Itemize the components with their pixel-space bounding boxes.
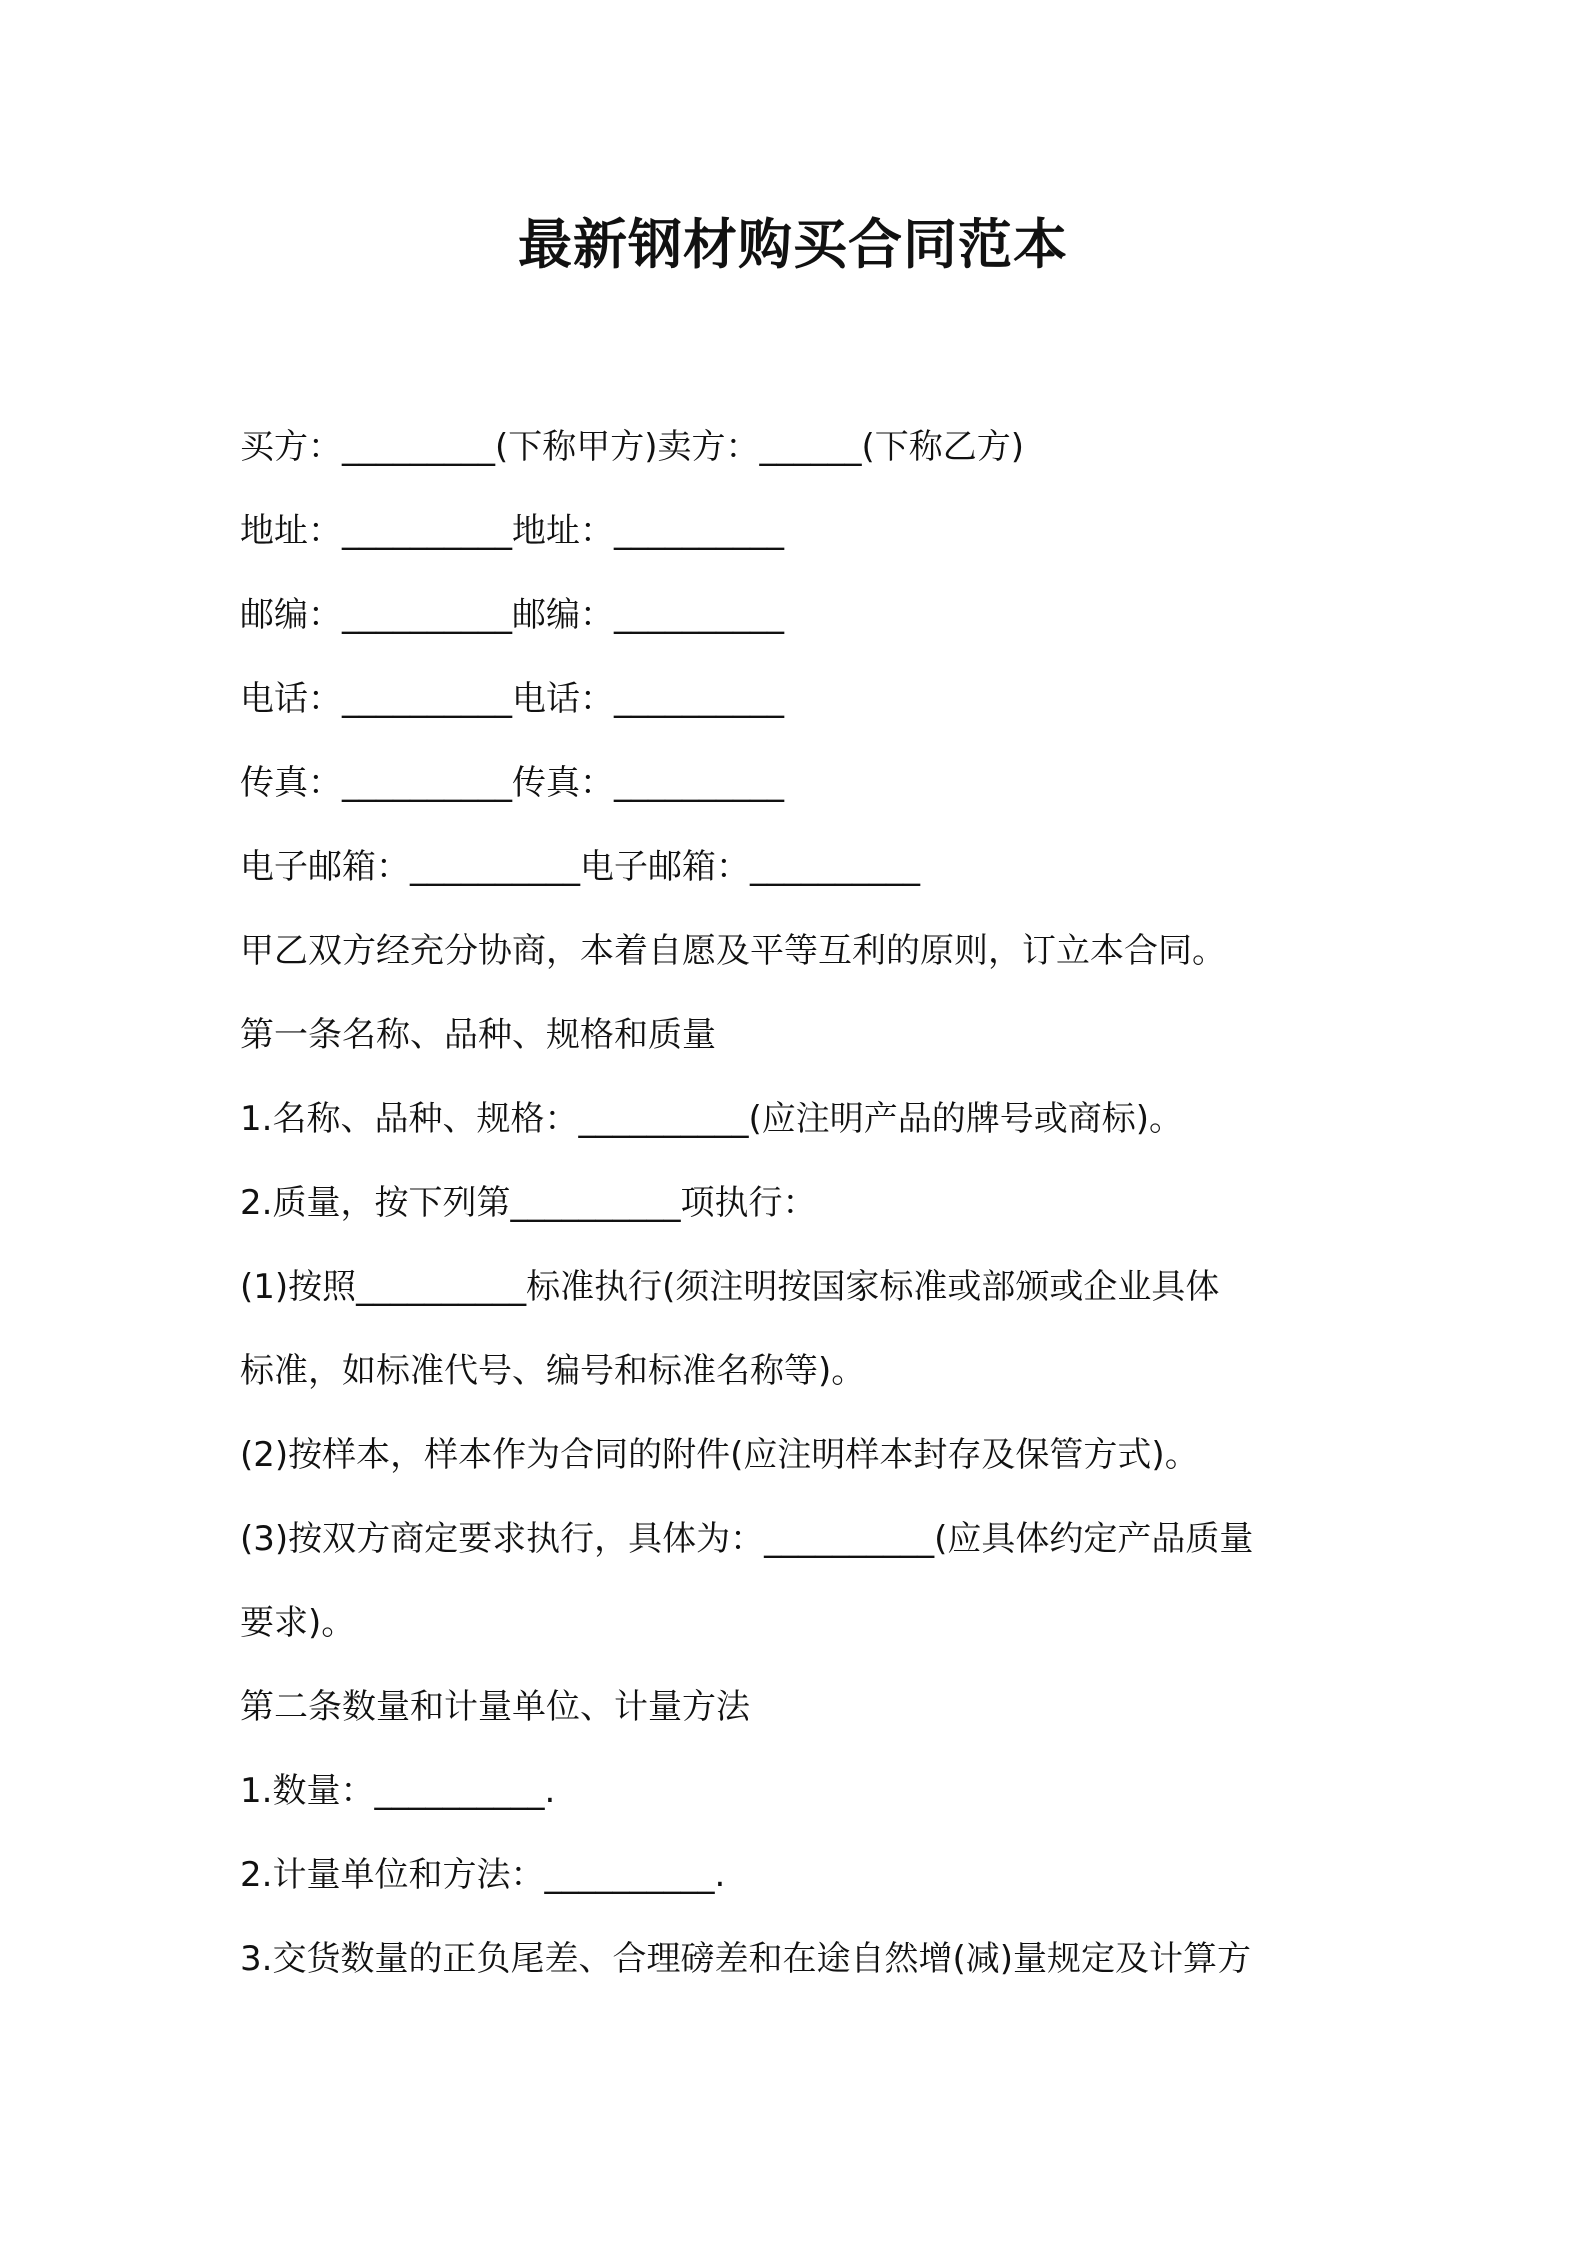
article-2-item-3: 3.交货数量的正负尾差、合理磅差和在途自然增(减)量规定及计算方: [240, 1939, 1251, 1979]
document-title: 最新钢材购买合同范本: [518, 213, 1068, 276]
document-body: [240, 405, 1400, 2001]
article-1-option-3-cont: 要求)。: [240, 1603, 356, 1643]
postcode-line: 邮编：__________邮编：__________: [240, 595, 784, 635]
article-1-item-2: 2.质量，按下列第__________项执行：: [240, 1183, 817, 1223]
address-line: 地址：__________地址：__________: [240, 511, 784, 551]
fax-line: 传真：__________传真：__________: [240, 763, 784, 803]
article-2-item-1: 1.数量：__________.: [240, 1771, 556, 1811]
article-1-option-3: (3)按双方商定要求执行，具体为：__________(应具体约定产品质量: [240, 1519, 1254, 1559]
article-1-option-2: (2)按样本，样本作为合同的附件(应注明样本封存及保管方式)。: [240, 1435, 1199, 1475]
article-1-item-1: 1.名称、品种、规格：__________(应注明产品的牌号或商标)。: [240, 1099, 1183, 1139]
phone-line: 电话：__________电话：__________: [240, 679, 784, 719]
article-1-option-1: (1)按照__________标准执行(须注明按国家标准或部颁或企业具体: [240, 1267, 1220, 1307]
preamble-line: 甲乙双方经充分协商，本着自愿及平等互利的原则，订立本合同。: [240, 931, 1226, 971]
article-1-option-1-cont: 标准，如标准代号、编号和标准名称等)。: [240, 1351, 866, 1391]
party-names-line: 买方：_________(下称甲方)卖方：______(下称乙方): [240, 427, 1025, 467]
article-1-heading: 第一条名称、品种、规格和质量: [240, 1015, 716, 1055]
article-2-heading: 第二条数量和计量单位、计量方法: [240, 1687, 750, 1727]
email-line: 电子邮箱：__________电子邮箱：__________: [240, 847, 920, 887]
article-2-item-2: 2.计量单位和方法：__________.: [240, 1855, 726, 1895]
